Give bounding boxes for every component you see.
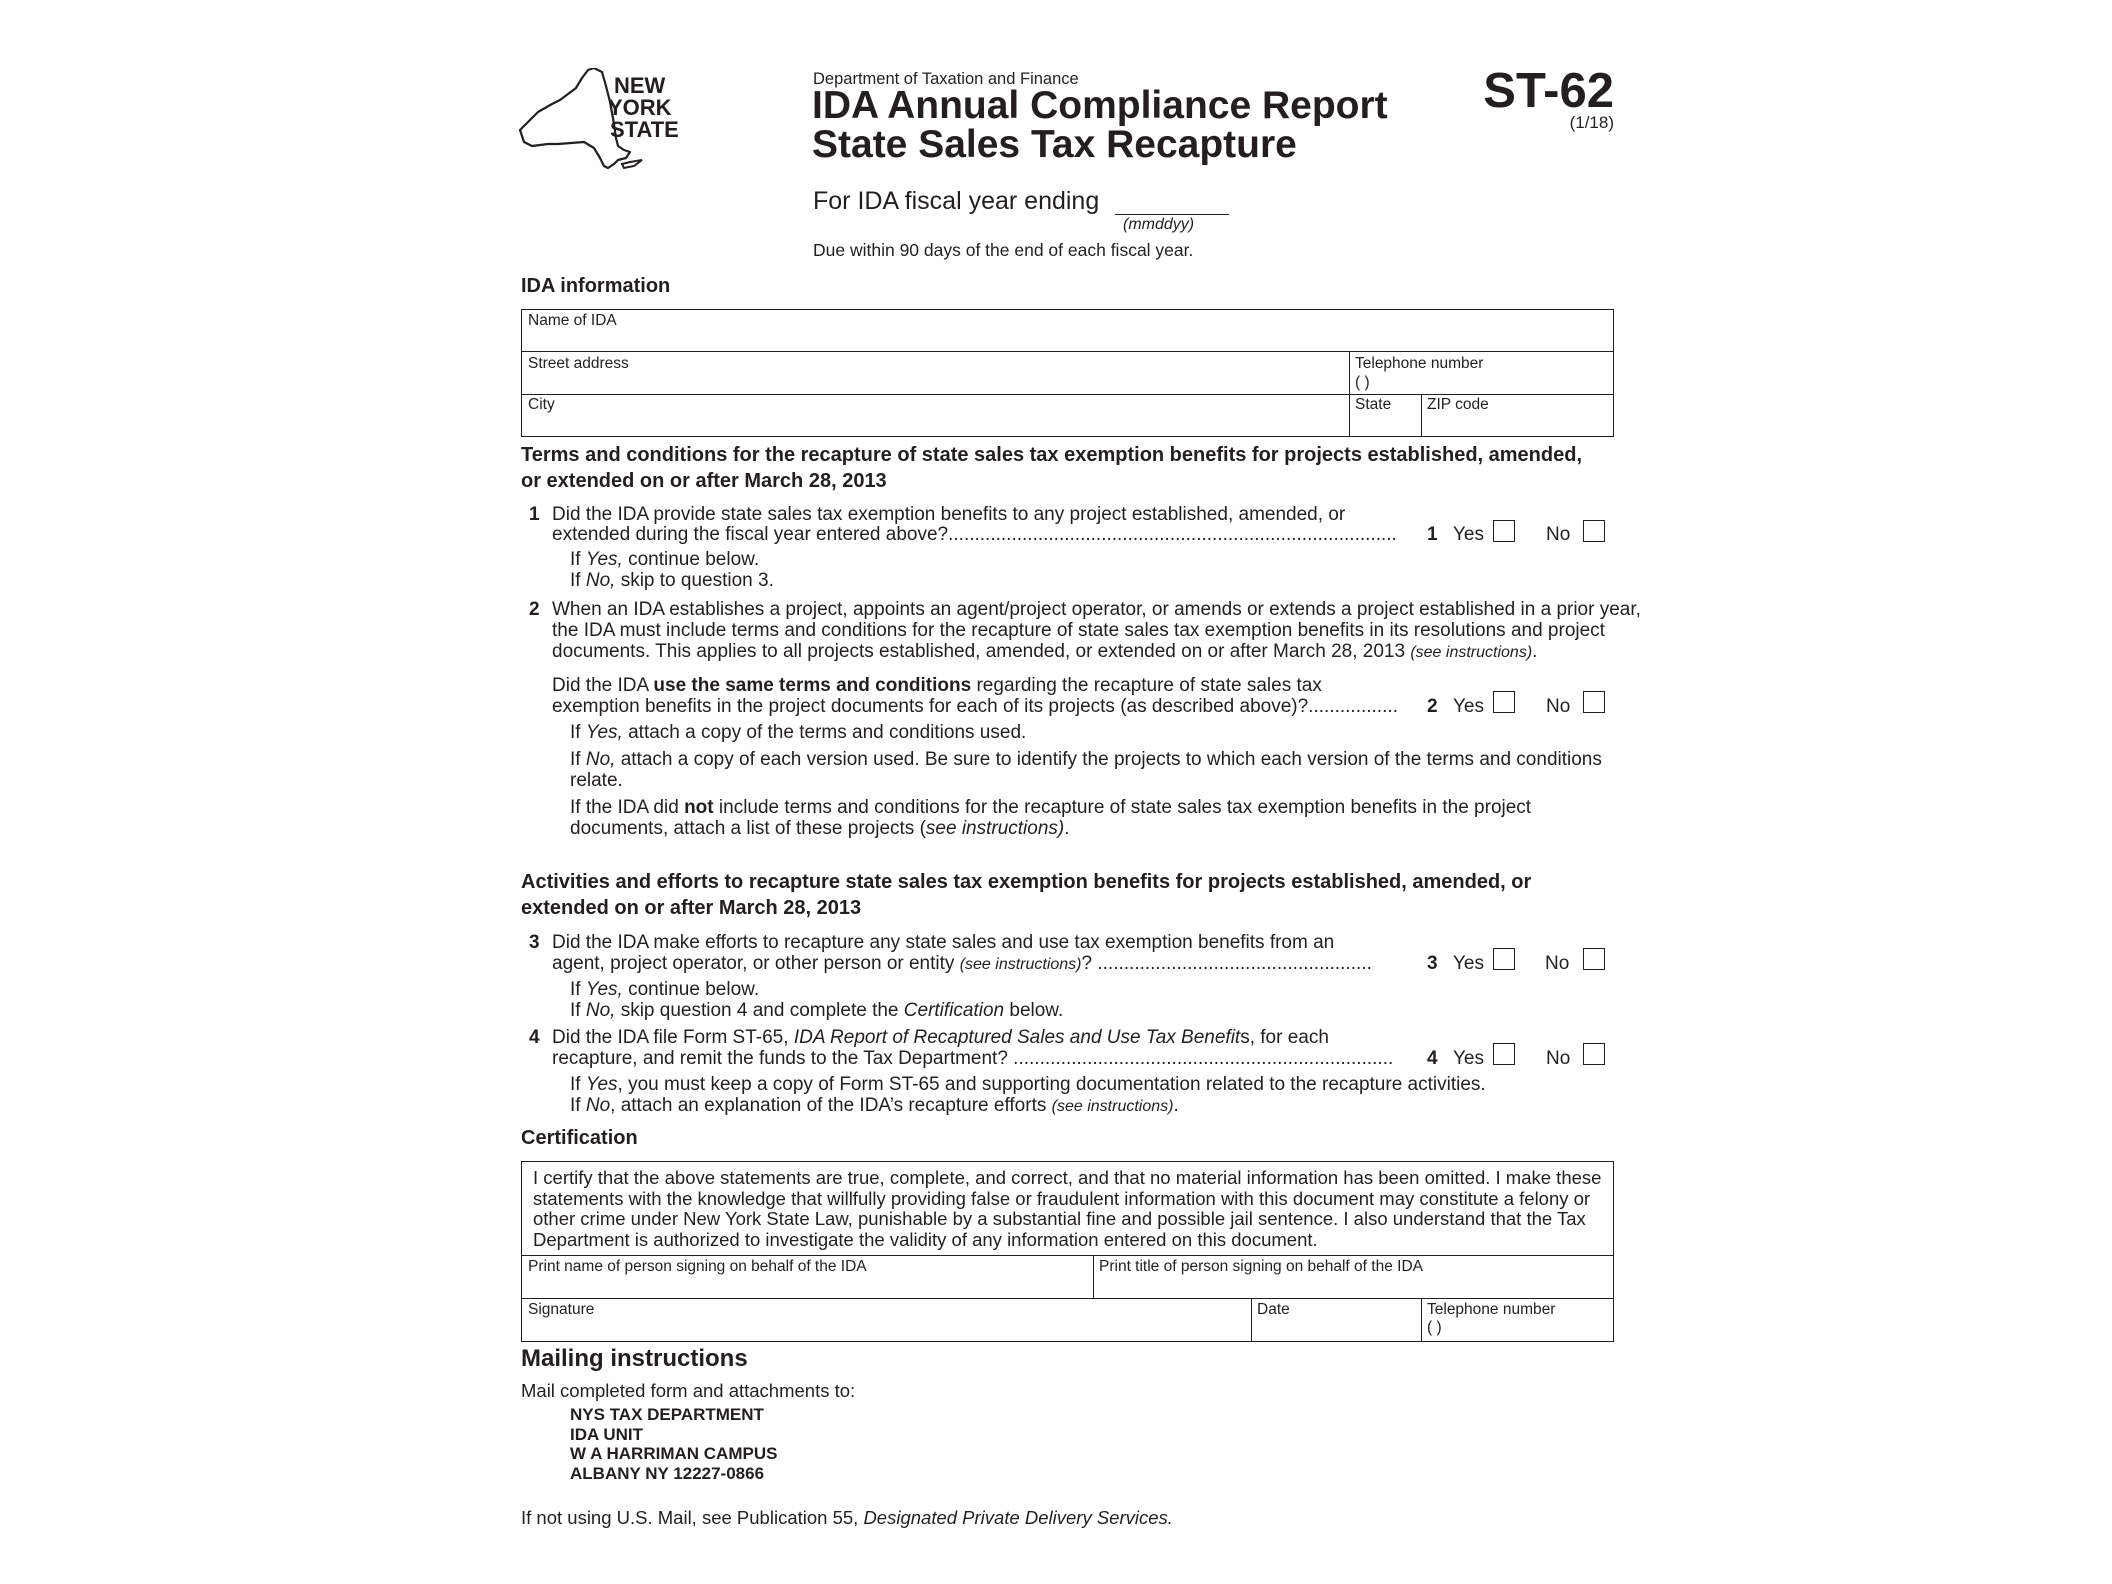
city-field[interactable]: City: [528, 396, 555, 413]
nys-map-icon: [518, 68, 688, 172]
q3-text-line2: agent, project operator, or other person or entity (see instructions)? ....................................................: [552, 953, 1372, 974]
q4-number: 4: [529, 1027, 540, 1048]
department-name: Department of Taxation and Finance: [813, 70, 1079, 88]
fiscal-year-label: For IDA fiscal year ending: [813, 187, 1100, 215]
q2-if-yes: If Yes, attach a copy of the terms and conditions used.: [570, 722, 1027, 743]
zip-code-field[interactable]: ZIP code: [1427, 396, 1489, 413]
print-name-field[interactable]: Print name of person signing on behalf of the IDA: [528, 1258, 867, 1275]
state-field[interactable]: State: [1355, 396, 1392, 413]
activities-heading-line1: Activities and efforts to recapture state sales tax exemption benefits for projects established, amended, or: [521, 871, 1532, 893]
q1-number: 1: [529, 504, 540, 525]
q3-yes-checkbox[interactable]: [1493, 948, 1515, 970]
name-of-ida-field[interactable]: Name of IDA: [528, 312, 617, 329]
q3-if-no: If No, skip question 4 and complete the Certification below.: [570, 1000, 1064, 1021]
q2-no-checkbox[interactable]: [1583, 691, 1605, 713]
divider: [1093, 1255, 1094, 1298]
q3-no-checkbox[interactable]: [1583, 948, 1605, 970]
q1-if-yes: If Yes, continue below.: [570, 549, 760, 570]
q2-intro-line1: When an IDA establishes a project, appoints an agent/project operator, or amends or extends a project established in a prior year,: [552, 599, 1641, 620]
logo-line-york: YORK: [608, 95, 672, 120]
q1-text-line2: extended during the fiscal year entered above?.....................................................................................: [552, 524, 1397, 545]
ida-info-heading: IDA information: [521, 275, 671, 297]
divider: [522, 394, 1613, 395]
q4-if-yes: If Yes, you must keep a copy of Form ST-65 and supporting documentation related to the recapture activities.: [570, 1074, 1486, 1095]
divider: [522, 1298, 1613, 1299]
address-line: IDA UNIT: [570, 1424, 644, 1444]
logo-line-state: STATE: [610, 117, 679, 142]
divider: [522, 351, 1613, 352]
q2-number: 2: [529, 599, 540, 620]
divider: [1421, 394, 1422, 436]
q1-no-checkbox[interactable]: [1583, 520, 1605, 542]
mailing-address: [570, 1405, 777, 1483]
form-title-line1: IDA Annual Compliance Report: [812, 84, 1388, 127]
terms-heading-line2: or extended on or after March 28, 2013: [521, 470, 887, 492]
terms-heading-line1: Terms and conditions for the recapture of state sales tax exemption benefits for projects established, amended,: [521, 444, 1583, 466]
q3-no-label: No: [1545, 953, 1570, 974]
print-title-field[interactable]: Print title of person signing on behalf of the IDA: [1099, 1258, 1423, 1275]
form-number: ST-62: [1483, 64, 1614, 118]
mailing-intro: Mail completed form and attachments to:: [521, 1380, 856, 1401]
q4-yes-checkbox[interactable]: [1493, 1043, 1515, 1065]
street-address-field[interactable]: Street address: [528, 355, 629, 372]
divider: [522, 1255, 1613, 1256]
q4-text-line2: recapture, and remit the funds to the Tax Department? ........................................................................: [552, 1048, 1394, 1069]
divider: [1349, 351, 1350, 436]
q2-no-label: No: [1546, 696, 1571, 717]
divider: [1251, 1298, 1252, 1341]
q2-intro-line3: documents. This applies to all projects established, amended, or extended on or after March 28, 2013 (see instructions).: [552, 641, 1538, 662]
form-revision: (1/18): [1569, 113, 1614, 132]
form-title: [812, 86, 1388, 164]
q2-if-not-line2: documents, attach a list of these projects (see instructions).: [570, 818, 1070, 839]
q2-ask-line1: Did the IDA use the same terms and conditions regarding the recapture of state sales tax: [552, 675, 1322, 696]
logo-line-new: NEW: [614, 73, 666, 98]
q4-text-line1: Did the IDA file Form ST-65, IDA Report of Recaptured Sales and Use Tax Benefits, for each: [552, 1027, 1329, 1048]
q4-yes-label: Yes: [1453, 1048, 1484, 1069]
q4-no-checkbox[interactable]: [1583, 1043, 1605, 1065]
q3-box-number: 3: [1427, 953, 1438, 974]
q3-if-yes: If Yes, continue below.: [570, 979, 760, 1000]
address-line: ALBANY NY 12227-0866: [570, 1463, 765, 1483]
fiscal-year-format: (mmddyy): [1123, 216, 1195, 233]
signature-field[interactable]: Signature: [528, 1301, 595, 1318]
q2-ask-line2: exemption benefits in the project documents for each of its projects (as described above)?.................: [552, 696, 1398, 717]
nys-logo: [518, 68, 688, 172]
certification-text: I certify that the above statements are true, complete, and correct, and that no material information has been omitted. I make these statements with the knowledge that willfully providing false or fraudulent information with this document may constitute a felony or other crime under New York State Law, punishable by a substantial fine and possible jail sentence. I also understand that the Tax Department is authorized to investigate the validity of any information entered on this document.: [533, 1167, 1602, 1250]
fiscal-year-field[interactable]: [1115, 214, 1229, 215]
q3-text-line1: Did the IDA make efforts to recapture any state sales and use tax exemption benefits from an: [552, 932, 1335, 953]
q4-if-no: If No, attach an explanation of the IDA’s recapture efforts (see instructions).: [570, 1095, 1179, 1116]
ida-info-box: [521, 309, 1614, 437]
due-text: Due within 90 days of the end of each fiscal year.: [813, 240, 1194, 260]
q2-yes-label: Yes: [1453, 696, 1484, 717]
ida-telephone-field[interactable]: Telephone number: [1355, 355, 1484, 372]
address-line: NYS TAX DEPARTMENT: [570, 1405, 764, 1424]
ida-telephone-paren: ( ): [1355, 374, 1370, 391]
q2-if-no-line2: relate.: [570, 770, 623, 791]
q1-no-label: No: [1546, 524, 1571, 545]
mailing-heading: Mailing instructions: [521, 1345, 748, 1372]
q4-box-number: 4: [1427, 1048, 1438, 1069]
q2-if-no: If No, attach a copy of each version used. Be sure to identify the projects to which each version of the terms and conditions: [570, 749, 1602, 770]
q3-yes-label: Yes: [1453, 953, 1484, 974]
activities-heading-line2: extended on or after March 28, 2013: [521, 897, 862, 919]
q1-yes-checkbox[interactable]: [1493, 520, 1515, 542]
certification-heading: Certification: [521, 1127, 638, 1149]
q2-yes-checkbox[interactable]: [1493, 691, 1515, 713]
address-line: W A HARRIMAN CAMPUS: [570, 1444, 778, 1463]
divider: [1421, 1298, 1422, 1341]
date-field[interactable]: Date: [1257, 1301, 1290, 1318]
q3-number: 3: [529, 932, 540, 953]
q4-no-label: No: [1546, 1048, 1571, 1069]
q2-intro-line2: the IDA must include terms and conditions for the recapture of state sales tax exemption benefits in its resolutions and project: [552, 620, 1605, 641]
q2-if-not: If the IDA did not include terms and conditions for the recapture of state sales tax exemption benefits in the project: [570, 797, 1532, 818]
q1-box-number: 1: [1427, 524, 1438, 545]
q1-yes-label: Yes: [1453, 524, 1484, 545]
q1-if-no: If No, skip to question 3.: [570, 570, 774, 591]
form-title-line2: State Sales Tax Recapture: [812, 123, 1297, 166]
q2-box-number: 2: [1427, 696, 1438, 717]
mailing-footer: If not using U.S. Mail, see Publication 55, Designated Private Delivery Services.: [521, 1507, 1173, 1528]
signer-telephone-paren: ( ): [1427, 1319, 1442, 1336]
signer-telephone-field[interactable]: Telephone number: [1427, 1301, 1556, 1318]
q1-text-line1: Did the IDA provide state sales tax exemption benefits to any project established, amended, or: [552, 504, 1346, 525]
